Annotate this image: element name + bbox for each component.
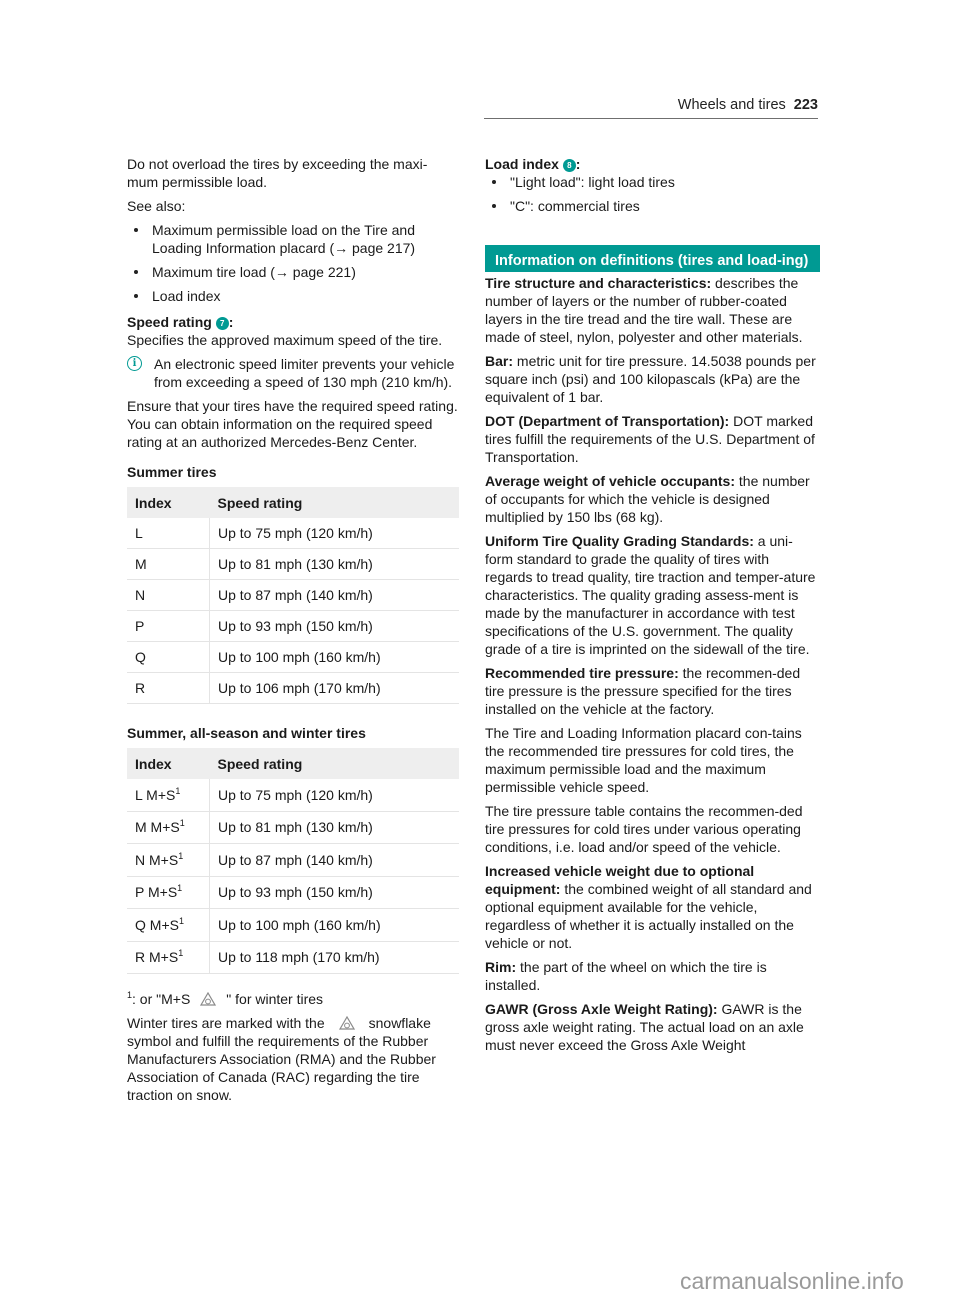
index-cell: R: [127, 673, 210, 704]
load-index-list: [485, 173, 820, 215]
footnote-ref: 1: [178, 948, 184, 959]
watermark: carmanualsonline.info: [680, 1268, 904, 1294]
table-header-row: [127, 748, 459, 779]
table-row: [127, 673, 459, 704]
index-cell: [127, 876, 210, 909]
allseason-tires-title: Summer, all-season and winter tires: [127, 725, 366, 741]
list-item: [127, 263, 467, 281]
index-cell: M: [127, 549, 210, 580]
definition-text: The tire pressure table contains the recommen-ded tire pressures for cold tires under various operating conditions, i.e. load and/or speed of the vehicle.: [485, 803, 803, 855]
section-title: Wheels and tires: [677, 97, 786, 113]
table-row: [127, 844, 459, 877]
rating-cell: Up to 81 mph (130 km/h): [210, 549, 460, 580]
page-link-221[interactable]: page 221): [288, 264, 356, 280]
definition-text: DOT marked tires fulfill the requirements of the U.S. Department of Transportation.: [485, 413, 815, 465]
definition-item: [485, 958, 820, 994]
definition-text: GAWR is the gross axle weight rating. The actual load on an axle must never exceed the Gross Axle Weight: [485, 1001, 804, 1053]
index-cell: [127, 941, 210, 974]
definition-item: [485, 412, 820, 466]
rating-cell: Up to 81 mph (130 km/h): [210, 811, 460, 844]
index-text: P M+S: [135, 884, 178, 901]
item-text: Maximum permissible load on the Tire and Loading Information placard (: [152, 222, 416, 256]
list-item: "Light load": light load tires: [485, 173, 820, 191]
right-column: [485, 155, 820, 1060]
winter-text-after: snowflake symbol and fulfill the requirements of the Rubber Manufacturers Association (RMA) and the Rubber Association of Canada (RAC) regarding the tire traction on snow.: [127, 1015, 436, 1103]
snowflake-mountain-icon: [339, 1016, 355, 1030]
load-index-heading: Load index 8 :: [485, 156, 581, 172]
heading-text: Speed rating: [127, 314, 212, 330]
column-header-speed-rating: Speed rating: [210, 487, 460, 518]
table-row: [127, 580, 459, 611]
footnote-text-before: : or "M+S: [132, 991, 191, 1007]
definition-item: [485, 352, 820, 406]
index-cell: [127, 844, 210, 877]
see-also-list: [127, 221, 467, 305]
definition-item: [485, 724, 820, 796]
index-cell: N: [127, 580, 210, 611]
index-text: R M+S: [135, 949, 179, 966]
definition-term: GAWR (Gross Axle Weight Rating):: [485, 1001, 718, 1017]
speed-rating-heading: Speed rating 7 :: [127, 314, 234, 330]
list-item: "C": commercial tires: [485, 197, 820, 215]
item-text: Maximum tire load (: [152, 264, 275, 280]
definition-item: [485, 274, 820, 346]
definition-text: a uni-form standard to grade the quality of tires with regards to tread quality, tire traction and temper-ature characteristics. The quality grading assess-ment is made by the manufacturer in accordance with test specifications of the U.S. government. The quality grade of a tire is imprinted on the sidewall of the tire.: [485, 533, 816, 657]
info-note-text: An electronic speed limiter prevents your vehicle from exceeding a speed of 130 mph (210 km/h).: [154, 356, 455, 390]
footnote-ref: 1: [179, 818, 185, 829]
index-cell: [127, 909, 210, 942]
arrow-right-icon: →: [334, 240, 349, 256]
info-note: [127, 355, 467, 391]
rating-cell: Up to 118 mph (170 km/h): [210, 941, 460, 974]
rating-cell: Up to 100 mph (160 km/h): [210, 909, 460, 942]
section-banner: Information on definitions (tires and load-ing): [485, 245, 820, 272]
column-header-speed-rating: Speed rating: [210, 748, 460, 779]
summer-tires-title: Summer tires: [127, 464, 217, 480]
index-text: L M+S: [135, 786, 176, 803]
index-text: Q M+S: [135, 916, 179, 933]
overload-warning: [127, 155, 467, 191]
definition-item: [485, 862, 820, 952]
page-link-217[interactable]: page 217): [348, 240, 416, 256]
definition-term: Tire structure and characteristics:: [485, 275, 712, 291]
heading-text: Load index: [485, 156, 559, 172]
definition-term: Recommended tire pressure:: [485, 665, 679, 681]
list-item: [127, 221, 467, 257]
definition-item: [485, 802, 820, 856]
allseason-tires-table: [127, 748, 459, 974]
index-text: M M+S: [135, 819, 180, 836]
table-row: [127, 518, 459, 549]
definition-item: [485, 1000, 820, 1054]
definition-term: Bar:: [485, 353, 514, 369]
winter-text-before: Winter tires are marked with the: [127, 1015, 325, 1031]
table-header-row: [127, 487, 459, 518]
table-row: [127, 876, 459, 909]
rating-cell: Up to 93 mph (150 km/h): [210, 611, 460, 642]
table-row: [127, 779, 459, 811]
definition-text: metric unit for tire pressure. 14.5038 pounds per square inch (psi) and 100 kilopascals (kPa) are the equivalent of 1 bar.: [485, 353, 816, 405]
definition-item: [485, 472, 820, 526]
definition-text: the recommen-ded tire pressure is the pressure specified for the tires installed on the vehicle at the factory.: [485, 665, 801, 717]
page-number: 223: [793, 97, 818, 113]
definition-text: The Tire and Loading Information placard con-tains the recommended tire pressures for cold tires, the maximum permissible load and the maximum permissible vehicle speed.: [485, 725, 802, 795]
callout-badge-7: 7: [216, 317, 229, 330]
arrow-right-icon: →: [274, 264, 289, 280]
rating-cell: Up to 100 mph (160 km/h): [210, 642, 460, 673]
definition-text: the part of the wheel on which the tire is installed.: [485, 959, 767, 993]
definition-term: Uniform Tire Quality Grading Standards:: [485, 533, 754, 549]
footnote-text-after: " for winter tires: [226, 991, 324, 1007]
table-row: [127, 611, 459, 642]
table-row: [127, 549, 459, 580]
index-cell: [127, 779, 210, 811]
definition-term: Average weight of vehicle occupants:: [485, 473, 735, 489]
table-row: [127, 909, 459, 942]
footnote-ref: 1: [177, 883, 183, 894]
footnote-ref: 1: [178, 850, 184, 861]
callout-badge-8: 8: [563, 159, 576, 172]
rating-cell: Up to 75 mph (120 km/h): [210, 779, 460, 811]
index-cell: Q: [127, 642, 210, 673]
see-also-label: See also:: [127, 198, 186, 214]
list-item: Load index: [127, 287, 467, 305]
intro-line-2: mum permissible load.: [127, 174, 268, 190]
definitions-list: [485, 274, 820, 1054]
definition-term: Rim:: [485, 959, 517, 975]
table-row: [127, 642, 459, 673]
definition-item: [485, 664, 820, 718]
definition-text: the number of occupants for which the vehicle is designed multiplied by 150 lbs (68 kg).: [485, 473, 810, 525]
rating-cell: Up to 93 mph (150 km/h): [210, 876, 460, 909]
rating-cell: Up to 106 mph (170 km/h): [210, 673, 460, 704]
definition-item: [485, 532, 820, 658]
info-icon: i: [127, 356, 142, 371]
footnote-ref: 1: [178, 915, 184, 926]
index-text: N M+S: [135, 851, 179, 868]
column-header-index: Index: [127, 487, 210, 518]
index-cell: L: [127, 518, 210, 549]
table-row: [127, 811, 459, 844]
definition-text: describes the number of layers or the number of rubber-coated layers in the tire tread and the tire wall. These are made of steel, nylon, polyester and other materials.: [485, 275, 803, 345]
speed-rating-description: Specifies the approved maximum speed of the tire.: [127, 332, 443, 348]
footnote-mark: 1: [127, 990, 133, 1000]
definition-term: DOT (Department of Transportation):: [485, 413, 730, 429]
index-cell: [127, 811, 210, 844]
intro-line-1: Do not overload the tires by exceeding the maxi-: [127, 156, 428, 172]
rating-cell: Up to 75 mph (120 km/h): [210, 518, 460, 549]
winter-tires-text: [127, 1014, 467, 1104]
page-header: [484, 96, 818, 119]
left-column: [127, 155, 467, 1110]
ensure-speed-rating-text: Ensure that your tires have the required speed rating. You can obtain information on the required speed rating at an authorized Mercedes-Benz Center.: [127, 398, 458, 450]
rating-cell: Up to 87 mph (140 km/h): [210, 580, 460, 611]
footnote-ref: 1: [175, 785, 181, 796]
index-cell: P: [127, 611, 210, 642]
snowflake-mountain-icon: [200, 992, 216, 1006]
rating-cell: Up to 87 mph (140 km/h): [210, 844, 460, 877]
summer-tires-table: [127, 487, 459, 704]
footnote: [127, 990, 467, 1008]
column-header-index: Index: [127, 748, 210, 779]
definition-text: the combined weight of all standard and optional equipment available for the vehicle, regardless of whether it is actually installed on the vehicle or not.: [485, 881, 812, 951]
definition-term: Increased vehicle weight due to optional equipment:: [485, 863, 755, 897]
table-row: [127, 941, 459, 974]
